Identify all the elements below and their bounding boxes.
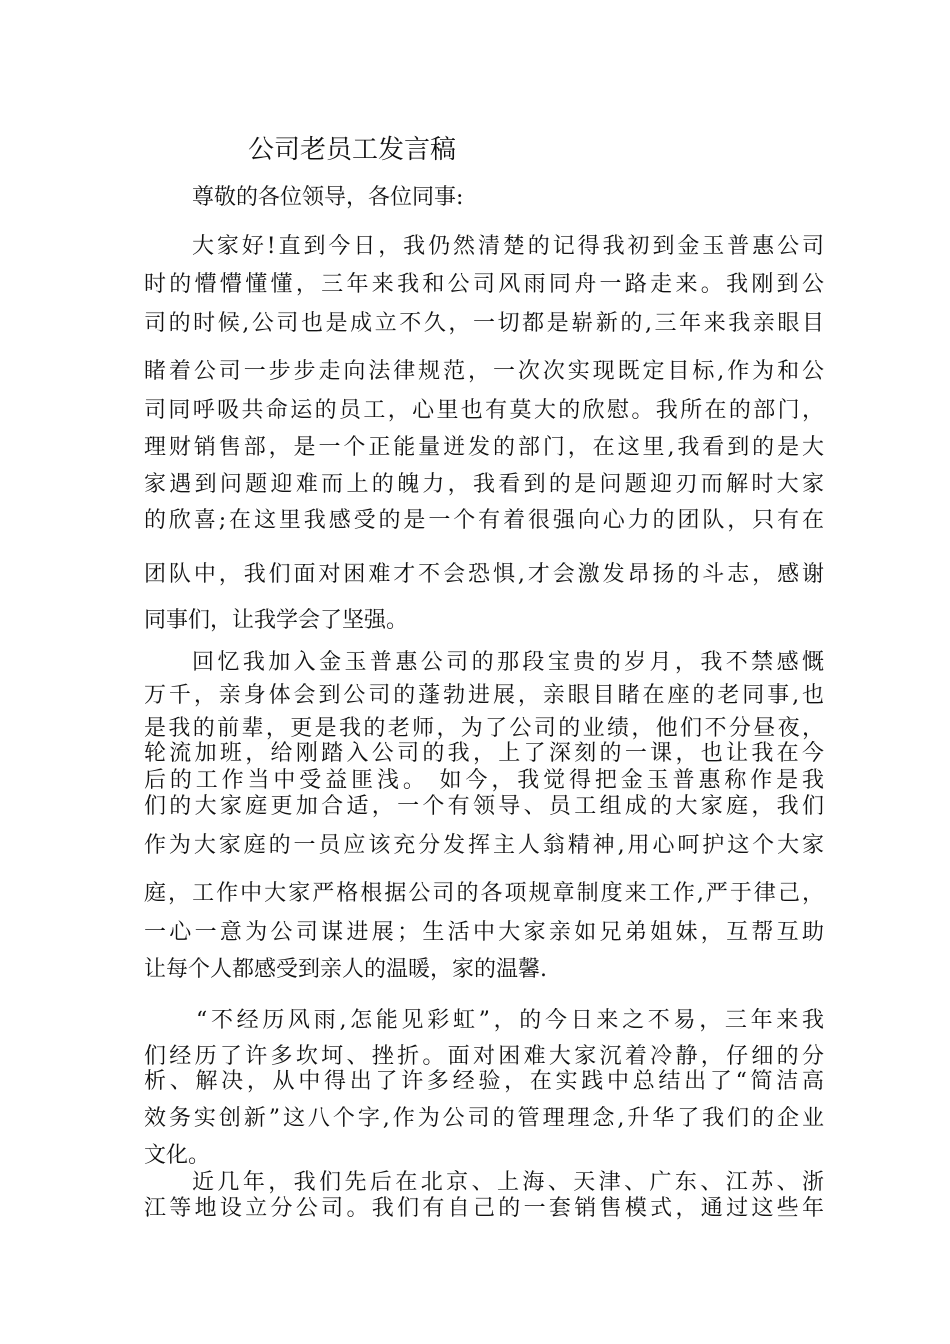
paragraph-line: 文化。 (144, 1143, 211, 1168)
paragraph-line: 回忆我加入金玉普惠公司的那段宝贵的岁月，我不禁感慨 (192, 650, 824, 675)
paragraph-line: 时的懵懵懂懂，三年来我和公司风雨同舟一路走来。我刚到公 (144, 272, 824, 297)
paragraph-line: 司的时候,公司也是成立不久，一切都是崭新的,三年来我亲眼目 (144, 311, 824, 336)
paragraph-line: 江等地设立分公司。我们有自己的一套销售模式，通过这些年 (144, 1196, 824, 1221)
paragraph-line: 庭，工作中大家严格根据公司的各项规章制度来工作,严于律己， (144, 881, 824, 906)
paragraph-line: 司同呼吸共命运的员工，心里也有莫大的欣慰。我所在的部门， (144, 398, 824, 423)
paragraph-line: 睹着公司一步步走向法律规范，一次次实现既定目标,作为和公 (144, 359, 824, 384)
document-title: 公司老员工发言稿 (248, 135, 457, 165)
paragraph-line: 是我的前辈，更是我的老师，为了公司的业绩，他们不分昼夜， (144, 716, 824, 741)
paragraph-line: 家遇到问题迎难而上的魄力，我看到的是问题迎刃而解时大家 (144, 472, 824, 497)
paragraph-line: 作为大家庭的一员应该充分发挥主人翁精神,用心呵护这个大家 (144, 833, 824, 858)
paragraph-line: 轮流加班，给刚踏入公司的我，上了深刻的一课，也让我在今 (144, 741, 824, 766)
paragraph-line: 大家好!直到今日，我仍然清楚的记得我初到金玉普惠公司 (192, 234, 824, 259)
paragraph-line: 的欣喜;在这里我感受的是一个有着很强向心力的团队，只有在 (144, 508, 824, 533)
paragraph-line: 效务实创新”这八个字,作为公司的管理理念,升华了我们的企业 (144, 1106, 824, 1131)
paragraph-line: 们经历了许多坎坷、挫折。面对困难大家沉着冷静，仔细的分 (144, 1044, 824, 1069)
paragraph-line: 一心一意为公司谋进展；生活中大家亲如兄弟姐妹，互帮互助 (144, 920, 824, 945)
paragraph-line: 同事们，让我学会了坚强。 (144, 608, 409, 633)
paragraph-line: 近几年，我们先后在北京、上海、天津、广东、江苏、浙 (192, 1170, 824, 1195)
paragraph-line: 析、解决，从中得出了许多经验，在实践中总结出了“简洁高 (144, 1069, 824, 1094)
paragraph-line: 万千，亲身体会到公司的蓬勃进展，亲眼目睹在座的老同事,也 (144, 683, 824, 708)
paragraph-line: 让每个人都感受到亲人的温暖，家的温馨. (144, 957, 547, 982)
paragraph-line: 后的工作当中受益匪浅。 如今，我觉得把金玉普惠称作是我 (144, 768, 824, 793)
salutation: 尊敬的各位领导，各位同事: (192, 185, 464, 210)
paragraph-line: “不经历风雨,怎能见彩虹”，的今日来之不易，三年来我 (196, 1008, 824, 1033)
paragraph-line: 理财销售部，是一个正能量迸发的部门，在这里,我看到的是大 (144, 435, 824, 460)
paragraph-line: 团队中，我们面对困难才不会恐惧,才会激发昂扬的斗志，感谢 (144, 562, 824, 587)
paragraph-line: 们的大家庭更加合适，一个有领导、员工组成的大家庭，我们 (144, 794, 824, 819)
